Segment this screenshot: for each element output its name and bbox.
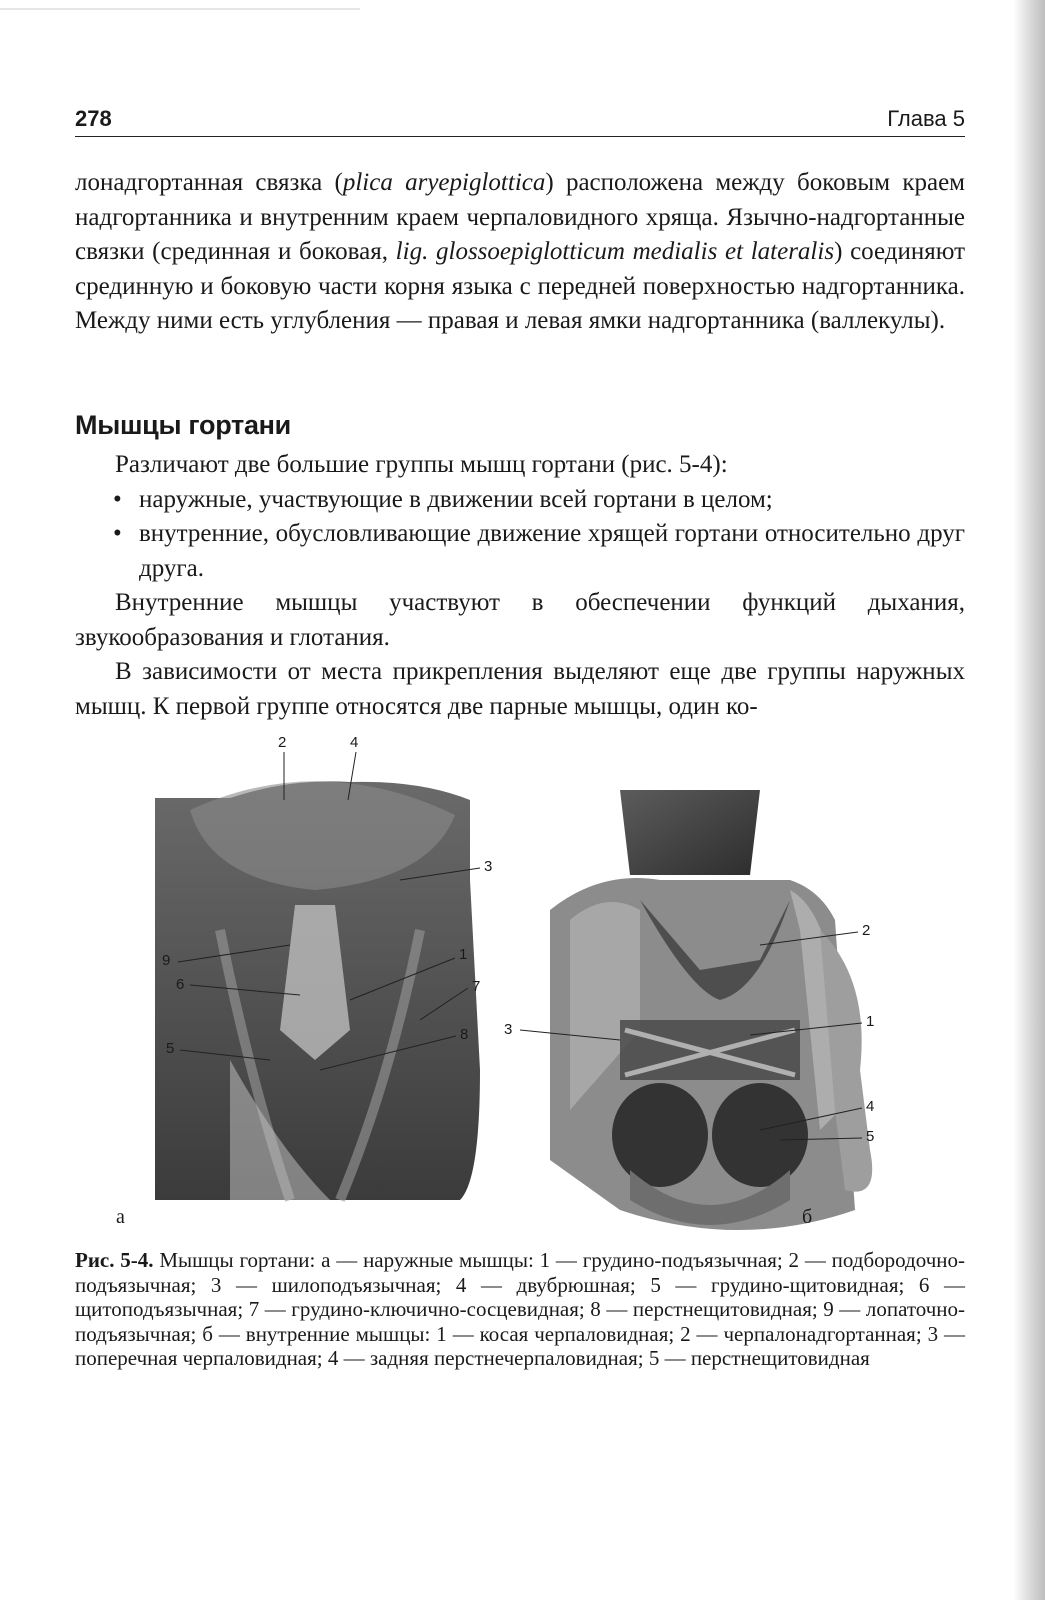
list-item: • наружные, участвующие в движении всей гортани в целом; (75, 483, 965, 518)
figure-a-label-9: 9 (162, 952, 171, 969)
chapter-label: Глава 5 (887, 106, 965, 131)
paragraph: Внутренние мышцы участвуют в обеспечении функций дыхания, звукообразования и глотания. (75, 589, 965, 651)
figure-b-label-2: 2 (862, 922, 871, 939)
figure-a-label-8: 8 (460, 1026, 469, 1043)
paragraph: В зависимости от места прикрепления выделяют еще две группы наружных мышц. К первой группе относятся две парные мышцы, один ко- (75, 658, 965, 720)
list-item: • внутренние, обусловливающие движение хрящей гортани относительно друг друга. (75, 517, 965, 586)
page-edge-shadow (1013, 0, 1045, 1600)
figure-b-label-3: 3 (504, 1021, 513, 1038)
figure-caption (75, 1248, 965, 1371)
intro-paragraph: лонадгортанная связка (plica aryepiglottica) расположена между боковым краем надгортанника и внутренним краем черпаловидного хряща. Язычно-надгортанные связки (срединная и боковая, lig. glossoepiglotticum medialis et lateralis) соединяют срединную и боковую части корня языка с передней поверхностью надгортанника. Между ними есть углубления — правая и левая ямки надгортанника (валлекулы). (75, 169, 965, 334)
running-header (75, 104, 965, 137)
scan-top-rule (0, 8, 360, 10)
section-body (75, 448, 965, 724)
figure-caption-label: Рис. 5-4. (75, 1248, 154, 1272)
figure-panel-a-letter: а (116, 1206, 125, 1228)
section-lead: Различают две большие группы мышц гортани (рис. 5-4): (115, 451, 728, 478)
neck-muscles-illustration (100, 730, 970, 1230)
figure-a-label-7: 7 (472, 978, 481, 995)
figure-a-label-5: 5 (166, 1040, 175, 1057)
figure-b-label-5: 5 (866, 1128, 875, 1145)
figure-5-4 (100, 730, 970, 1230)
figure-a-label-4: 4 (350, 734, 359, 751)
figure-caption-text: Мышцы гортани: а — наружные мышцы: 1 — грудино-подъязычная; 2 — подбородочно-подъязычная; 3 — шилоподъязычная; 4 — двубрюшная; 5 — грудино-щитовидная; 6 — щитоподъязычная; 7 — грудино-ключично-сосцевидная; 8 — перстнещитовидная; 9 — лопаточно-подъязычная; б — внутренние мышцы: 1 — косая черпаловидная; 2 — черпалонадгортанная; 3 — поперечная черпаловидная; 4 — задняя перстнечерпаловидная; 5 — перстнещитовидная (75, 1248, 965, 1370)
figure-panel-b-letter: б (802, 1206, 813, 1228)
figure-b-label-1: 1 (866, 1013, 875, 1030)
figure-a-label-2: 2 (278, 734, 287, 751)
figure-a-label-1: 1 (459, 946, 468, 963)
muscle-group-list (75, 483, 965, 587)
figure-a-label-6: 6 (176, 976, 185, 993)
figure-b-label-4: 4 (866, 1098, 875, 1115)
page-number: 278 (75, 106, 112, 131)
figure-a-label-3: 3 (484, 858, 493, 875)
section-heading: Мышцы гортани (75, 410, 291, 440)
